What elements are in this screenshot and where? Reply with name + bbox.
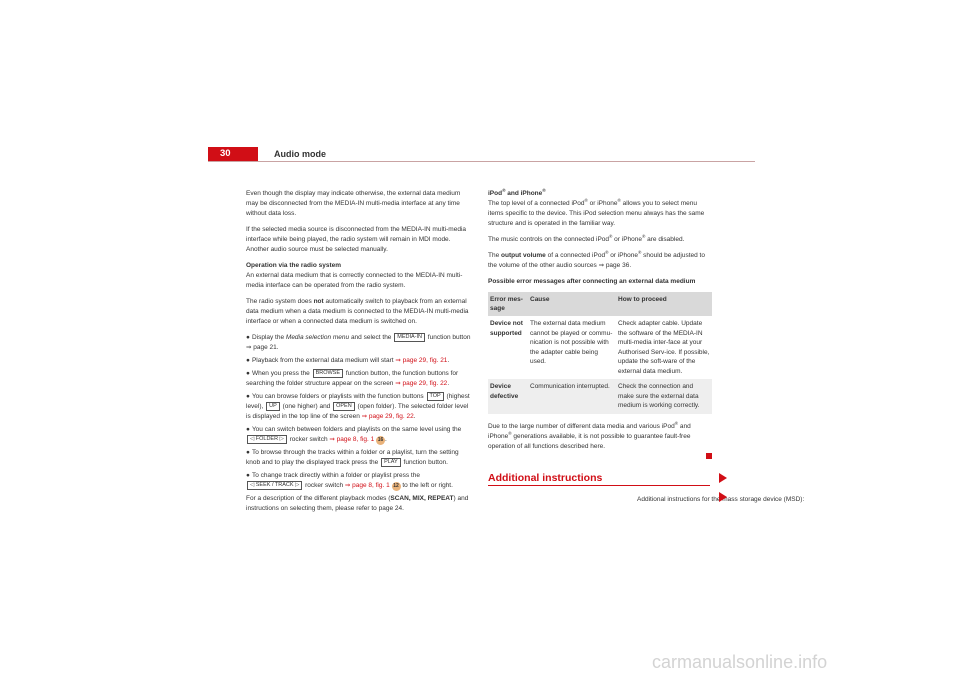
- text: .: [413, 413, 416, 420]
- text: The music controls on the connected iPod: [488, 236, 610, 243]
- text: rocker switch: [303, 482, 345, 489]
- text: The radio system does: [246, 298, 314, 305]
- paragraph-output-volume: [488, 251, 712, 271]
- error-cell: Device defective: [488, 379, 528, 414]
- text: and select the: [349, 334, 394, 341]
- cause-cell: The external data medium cannot be played or commu-nication is not possible with the adapter cable being used.: [530, 320, 613, 365]
- list-item: [246, 448, 472, 468]
- cause-cell: Communication interrupted.: [528, 379, 616, 414]
- text: should be adjusted to the volume of the other audio sources ⇒ page 36.: [488, 252, 705, 269]
- list-item: [246, 425, 472, 445]
- text: (highest level),: [246, 393, 470, 410]
- text: .: [447, 380, 450, 387]
- list-item: [246, 369, 472, 389]
- text: The: [488, 252, 502, 259]
- error-cell: Device not supported: [490, 320, 523, 337]
- callout-number: 16: [377, 437, 384, 443]
- table-row: [488, 316, 712, 379]
- section-title: Additional instructions: [488, 472, 603, 484]
- column-header-cause: Cause: [528, 292, 616, 316]
- paragraph-no-autoswitch: [246, 297, 472, 327]
- text-emphasis: output volume: [501, 252, 546, 259]
- registered-mark: ®: [638, 249, 642, 255]
- text: You can browse folders or playlists with the function buttons: [251, 393, 426, 400]
- column-header-action: How to proceed: [616, 292, 712, 316]
- media-in-button-label: MEDIA-IN: [394, 333, 425, 342]
- text: and iPhone: [488, 422, 691, 440]
- page-title: Audio mode: [274, 149, 326, 159]
- browse-button-label: BROWSE: [313, 369, 343, 378]
- registered-mark: ®: [542, 187, 546, 193]
- play-button-label: PLAY: [381, 458, 401, 467]
- registered-mark: ®: [508, 430, 512, 436]
- paragraph-operation: An external data medium that is correctly connected to the MEDIA-IN multi-media interface can be operated from the radio system.: [246, 272, 463, 289]
- playback-modes: SCAN, MIX, REPEAT: [390, 495, 454, 502]
- page-link[interactable]: ⇒ page 8, fig. 1: [344, 482, 390, 489]
- seek-track-rocker-label: ◁ SEEK / TRACK ▷: [247, 481, 302, 490]
- table-header-row: [488, 292, 712, 316]
- text: When you press the: [251, 370, 312, 377]
- right-column: [488, 189, 712, 458]
- paragraph-compatibility-note: [488, 422, 712, 452]
- text: allows you to select menu items specific to the device. This iPod selection menu always has the same structure and is operated in the familiar way.: [488, 200, 705, 227]
- text: function button ⇒ page 21.: [246, 334, 471, 351]
- table-row: [488, 379, 712, 414]
- action-cell: Check the connection and make sure the external data medium is working correctly.: [616, 379, 712, 414]
- text: .: [447, 357, 450, 364]
- text: To change track directly within a folder or playlist press the: [251, 472, 420, 479]
- end-of-section-marker: [706, 453, 712, 459]
- registered-mark: ®: [674, 420, 679, 426]
- folder-rocker-label: ◁ FOLDER ▷: [247, 435, 287, 444]
- text: Due to the large number of different data media and various iPod: [488, 422, 675, 430]
- error-message-table: [488, 292, 712, 414]
- top-button-label: TOP: [427, 392, 444, 401]
- page-link[interactable]: ⇒ page 8, fig. 1: [329, 436, 375, 443]
- paragraph-disconnect: Even though the display may indicate otherwise, the external data medium may be disconnected from the MEDIA-IN multi-media interface at any time without data loss.: [246, 190, 461, 217]
- text-emphasis: not: [313, 298, 324, 305]
- registered-mark: ®: [605, 249, 609, 255]
- section-divider: [488, 485, 710, 486]
- callout-number: 12: [393, 483, 399, 489]
- text: function button, the function buttons for searching the folder structure appear on the screen: [246, 370, 459, 387]
- text: The top level of a connected iPod: [488, 200, 585, 207]
- section-intro: Additional instructions for the mass storage device (MSD):: [637, 496, 805, 503]
- paragraph-ipod-menu: [488, 199, 712, 229]
- text: generations available, it is not possible to guarantee fault-free operation of all functions described here.: [488, 432, 691, 450]
- text: Playback from the external data medium will start: [251, 357, 396, 364]
- heading-ipod: [488, 189, 712, 199]
- paragraph-mdi-mode: If the selected media source is disconnected from the MEDIA-IN multi-media interface while being played, the radio system will remain in MDI mode. Another audio source must be selected manually.: [246, 226, 467, 253]
- registered-mark: ®: [642, 233, 646, 239]
- text: For a description of the different playback modes (: [246, 495, 391, 502]
- page-number: 30: [220, 148, 231, 159]
- text: function button.: [401, 459, 448, 466]
- text: automatically switch to playback from an external data medium when a data medium is connected to the MEDIA-IN multi-media interface or when a connected data medium is switched on.: [246, 298, 469, 325]
- list-item: [246, 356, 472, 366]
- column-header-error: Error mes-sage: [488, 292, 528, 316]
- action-cell: Check adapter cable. Update the software of the MEDIA-IN multi-media inter-face at your Authorised Serv-ice. If possible, update the soft-ware of the external data medium.: [618, 320, 710, 375]
- page-link[interactable]: ⇒ page 29, fig. 22: [395, 380, 448, 387]
- text: ) and instructions on selecting them, please refer to page 24.: [246, 495, 469, 512]
- registered-mark: ®: [609, 233, 613, 239]
- page-link[interactable]: ⇒ page 29, fig. 22: [361, 413, 414, 420]
- continue-arrow-icon: [719, 492, 727, 502]
- registered-mark: ®: [584, 197, 588, 203]
- page-number-badge: [208, 147, 258, 161]
- registered-mark: ®: [502, 187, 506, 193]
- text: rocker switch: [287, 436, 330, 443]
- up-button-label: UP: [266, 402, 280, 411]
- text: iPod: [488, 190, 503, 197]
- table-heading: Possible error messages after connecting an external data medium: [488, 278, 696, 285]
- text: and iPhone: [505, 190, 543, 197]
- text: or iPhone: [612, 236, 643, 243]
- text: or iPhone: [608, 252, 639, 259]
- continue-arrow-icon: [719, 473, 727, 483]
- text: .: [385, 436, 387, 443]
- list-item: [246, 392, 472, 422]
- text: are disabled.: [645, 236, 685, 243]
- list-item: [246, 471, 472, 491]
- text: to the left or right.: [400, 482, 453, 489]
- paragraph-music-controls: [488, 235, 712, 245]
- heading-operation: Operation via the radio system: [246, 262, 342, 269]
- text: To browse through the tracks within a folder or a playlist, turn the setting knob and to play the displayed track press the: [246, 449, 459, 466]
- text: You can switch between folders and playlists on the same level using the: [251, 426, 462, 433]
- header-divider: [208, 161, 755, 162]
- text: (one higher) and: [280, 403, 333, 410]
- page-link[interactable]: ⇒ page 29, fig. 21: [395, 357, 448, 364]
- watermark: carmanualsonline.info: [652, 652, 828, 672]
- open-button-label: OPEN: [333, 402, 355, 411]
- menu-name: Media selection menu: [285, 334, 350, 341]
- left-column: [246, 189, 472, 520]
- paragraph-playback-modes: [246, 494, 472, 514]
- text: (open folder). The selected folder level is displayed in the top line of the screen: [246, 403, 469, 420]
- text: or iPhone: [587, 200, 618, 207]
- text: of a connected iPod: [545, 252, 606, 259]
- registered-mark: ®: [617, 197, 621, 203]
- list-item: [246, 333, 472, 353]
- text: Display the: [251, 334, 286, 341]
